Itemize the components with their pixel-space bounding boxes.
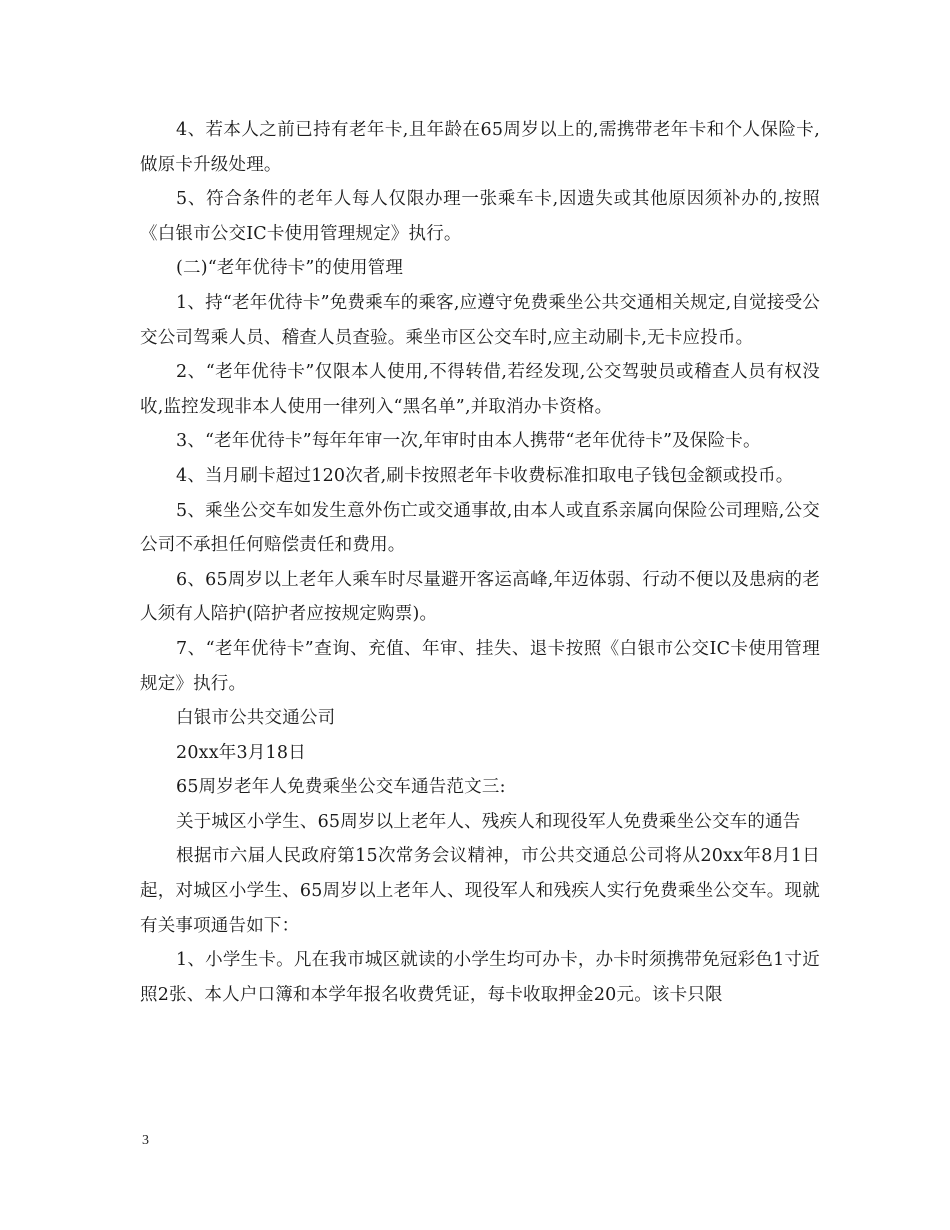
- paragraph-usage-rule-1: 1、持“老年优待卡”免费乘车的乘客,应遵守免费乘坐公共交通相关规定,自觉接受公交公司驾乘人员、稽查人员查验。乘坐市区公交车时,应主动刷卡,无卡应投币。: [140, 292, 820, 348]
- notice-title: 关于城区小学生、65周岁以上老年人、残疾人和现役军人免费乘坐公交车的通告: [176, 811, 801, 832]
- notice-intro-paragraph: 根据市六届人民政府第15次常务会议精神，市公共交通总公司将从20xx年8月1日起，对城区小学生、65周岁以上老年人、现役军人和残疾人实行免费乘坐公交车。现就有关事项通告如下：: [140, 846, 820, 936]
- signature-organization: 白银市公共交通公司: [176, 708, 336, 729]
- paragraph-usage-rule-4: 4、当月刷卡超过120次者,刷卡按照老年卡收费标准扣取电子钱包金额或投币。: [176, 465, 794, 486]
- paragraph-usage-rule-3: 3、“老年优待卡”每年年审一次,年审时由本人携带“老年优待卡”及保险卡。: [176, 431, 761, 452]
- document-body: [140, 113, 820, 1012]
- page-number: 3: [142, 1133, 149, 1148]
- section-heading-card-usage: (二)“老年优待卡”的使用管理: [176, 258, 404, 279]
- paragraph-usage-rule-5: 5、乘坐公交车如发生意外伤亡或交通事故,由本人或直系亲属向保险公司理赔,公交公司不承担任何赔偿责任和费用。: [140, 500, 820, 556]
- signature-date: 20xx年3月18日: [176, 742, 306, 763]
- paragraph-student-card: 1、小学生卡。凡在我市城区就读的小学生均可办卡，办卡时须携带免冠彩色1寸近照2张、本人户口簿和本学年报名收费凭证，每卡收取押金20元。该卡只限: [140, 950, 820, 1005]
- paragraph-item-4-upgrade: 4、若本人之前已持有老年卡,且年龄在65周岁以上的,需携带老年卡和个人保险卡,做原卡升级处理。: [140, 120, 820, 175]
- paragraph-usage-rule-6: 6、65周岁以上老年人乘车时尽量避开客运高峰,年迈体弱、行动不便以及患病的老人须有人陪护(陪护者应按规定购票)。: [140, 569, 820, 625]
- sample-title: 65周岁老年人免费乘坐公交车通告范文三:: [176, 777, 506, 798]
- paragraph-usage-rule-7: 7、“老年优待卡”查询、充值、年审、挂失、退卡按照《白银市公交IC卡使用管理规定》执行。: [140, 638, 820, 694]
- paragraph-usage-rule-2: 2、“老年优待卡”仅限本人使用,不得转借,若经发现,公交驾驶员或稽查人员有权没收,监控发现非本人使用一律列入“黑名单”,并取消办卡资格。: [140, 362, 820, 417]
- paragraph-item-5-reissue: 5、符合条件的老年人每人仅限办理一张乘车卡,因遗失或其他原因须补办的,按照《白银市公交IC卡使用管理规定》执行。: [140, 189, 820, 244]
